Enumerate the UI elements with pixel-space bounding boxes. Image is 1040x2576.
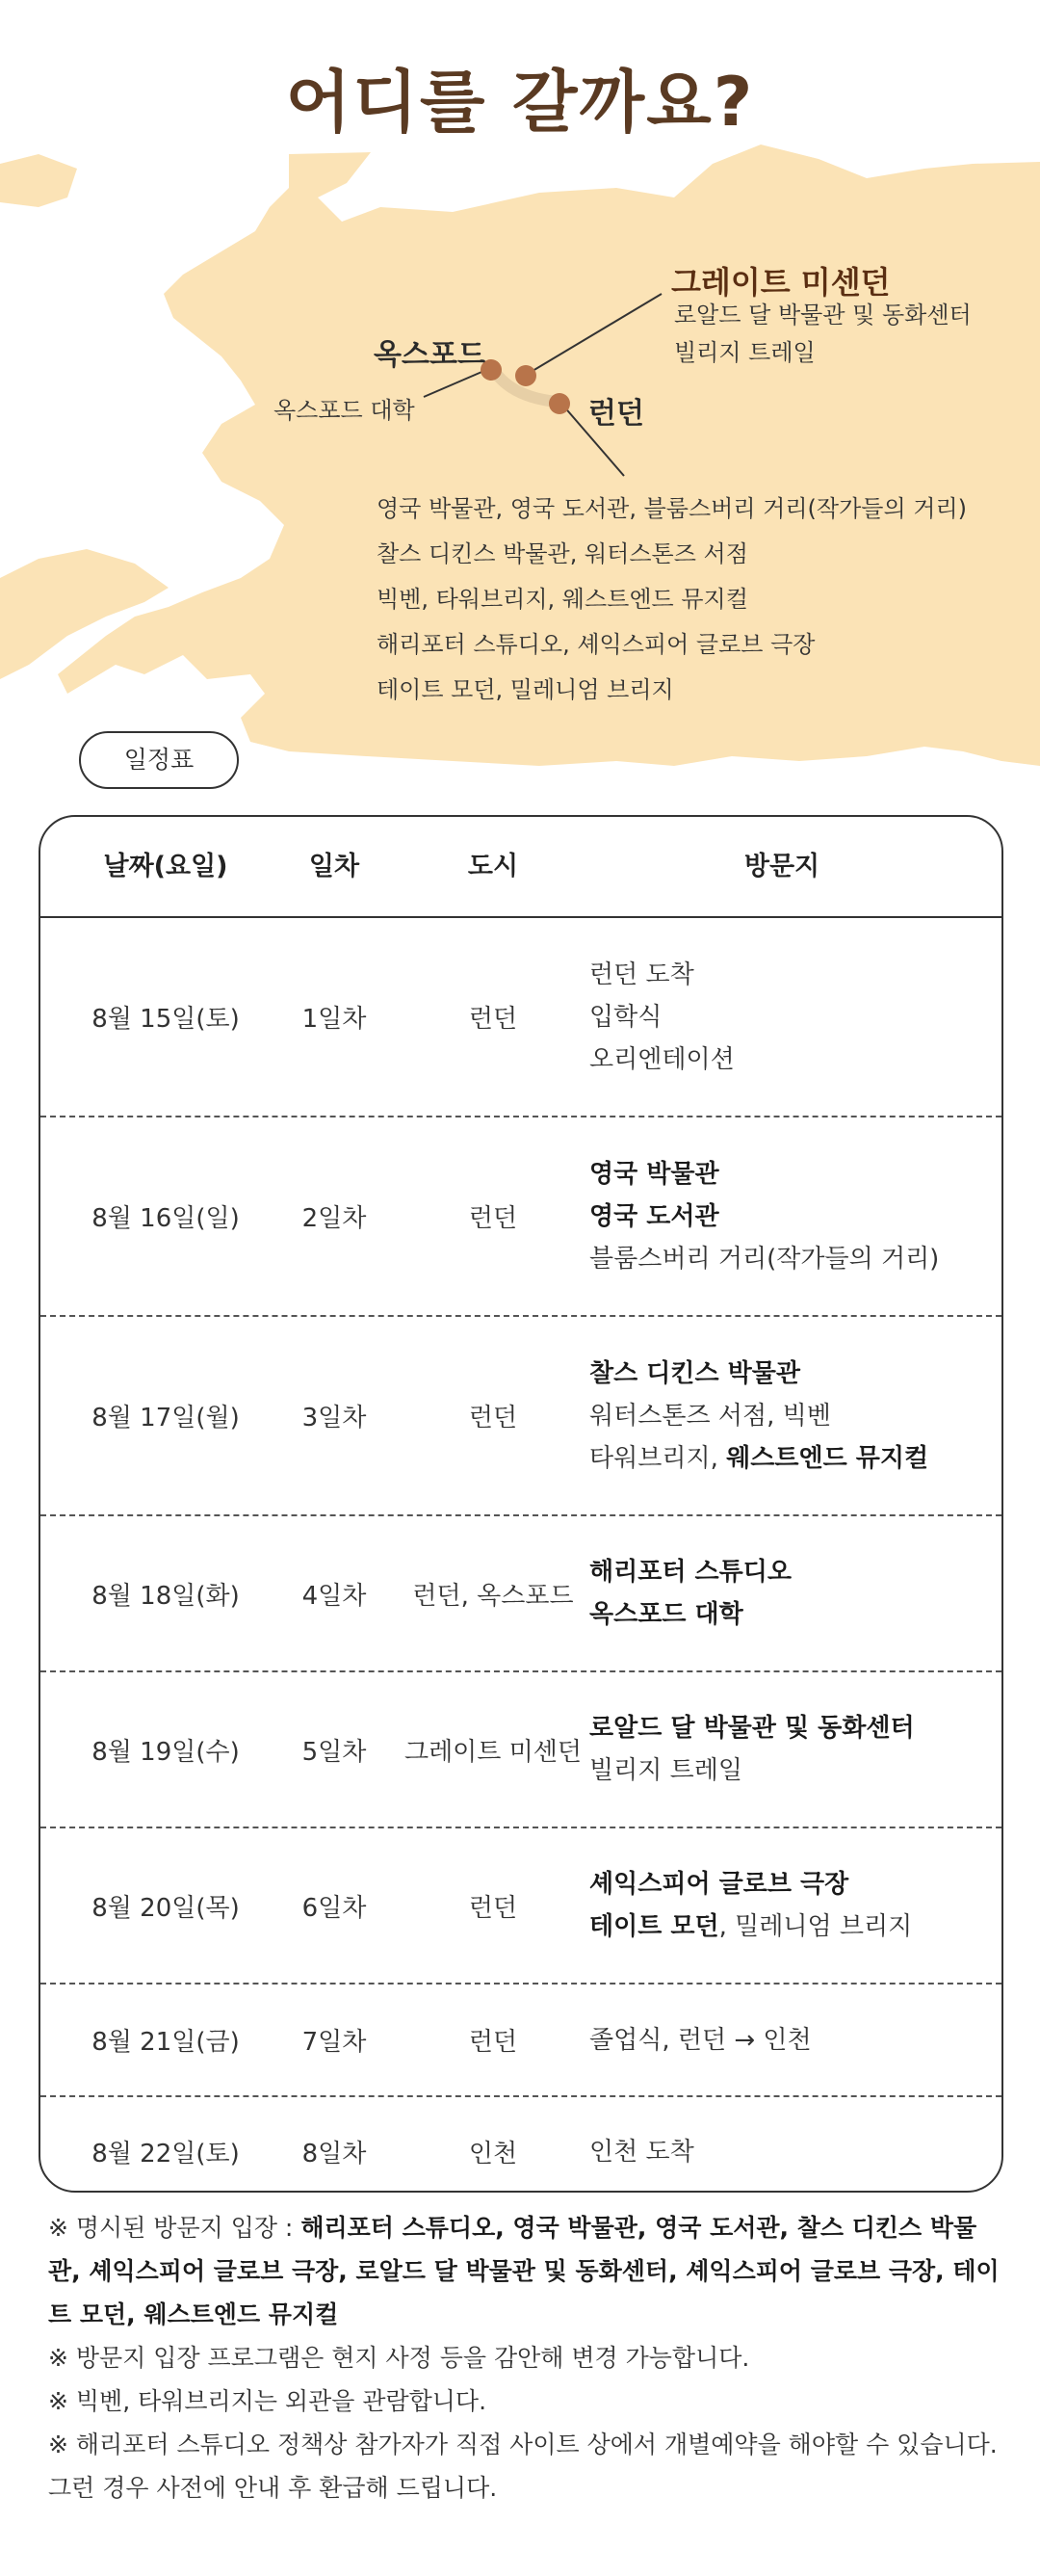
note-change: ※ 방문지 입장 프로그램은 현지 사정 등을 감안해 변경 가능합니다.: [48, 2344, 750, 2372]
note-admission-list: 해리포터 스튜디오, 영국 박물관, 영국 도서관, 찰스 디킨스 박물관, 셰익스피어 글로브 극장, 로알드 달 박물관 및 동화센터, 셰익스피어 글로브 극장, 테이트 모던, 웨스트엔드 뮤지컬: [48, 2214, 1000, 2328]
map-gm-line-2: 빌리지 트레일: [674, 339, 816, 366]
table-row: [40, 918, 1001, 1117]
notes: [48, 2206, 1001, 2510]
visit-text: 해리포터 스튜디오: [589, 1558, 792, 1587]
visit-line: [589, 1863, 992, 1906]
cell-day: 6일차: [301, 1893, 367, 1923]
table-row: [40, 1828, 1001, 1985]
cell-city: 그레이트 미센던: [403, 1737, 583, 1767]
table-row: [40, 2097, 1001, 2193]
visit-text: 웨스트엔드 뮤지컬: [726, 1443, 929, 1473]
map-london-line-1: 영국 박물관, 영국 도서관, 블룸스버리 거리(작가들의 거리): [377, 495, 967, 522]
table-row: [40, 1516, 1001, 1672]
cell-day: 7일차: [301, 2028, 367, 2057]
cell-city: 런던: [468, 2028, 518, 2057]
page-title: 어디를 갈까요?: [285, 63, 755, 142]
cell-day: 2일차: [301, 1204, 367, 1233]
visit-text: 영국 도서관: [589, 1201, 719, 1231]
note-admission: [48, 2206, 1001, 2336]
visit-text: 런던 도착: [589, 959, 694, 989]
visit-line: [589, 1038, 992, 1081]
table-body: [40, 918, 1001, 2193]
visit-text: , 밀레니엄 브리지: [718, 1912, 913, 1941]
note-reservation: ※ 해리포터 스튜디오 정책상 참가자가 직접 사이트 상에서 개별예약을 해야할 수 있습니다. 그런 경우 사전에 안내 후 환급해 드립니다.: [48, 2431, 998, 2502]
visit-text: 셰익스피어 글로브 극장: [589, 1870, 849, 1899]
header-date: 날짜(요일): [103, 852, 228, 881]
map-gm-line-1: 로알드 달 박물관 및 동화센터: [674, 302, 972, 329]
visit-text: 입학식: [589, 1002, 663, 1032]
cell-city: 런던: [468, 1893, 518, 1923]
visit-line: [589, 954, 992, 996]
cell-date: 8월 18일(화): [91, 1581, 240, 1611]
visit-text: 졸업식, 런던 → 인천: [589, 2025, 812, 2055]
map-oxford-sub: 옥스포드 대학: [273, 397, 415, 424]
note-exterior: ※ 빅벤, 타워브리지는 외관을 관람합니다.: [48, 2387, 487, 2415]
map-london-line-2: 찰스 디킨스 박물관, 워터스톤즈 서점: [377, 540, 748, 567]
visit-line: [589, 1437, 992, 1480]
visit-text: 옥스포드 대학: [589, 1600, 743, 1629]
cell-date: 8월 22일(토): [91, 2140, 240, 2169]
visit-line: [589, 2019, 992, 2062]
map-land-main: [58, 145, 1040, 766]
cell-city: 인천: [468, 2140, 518, 2169]
map-london-line-3: 빅벤, 타워브리지, 웨스트엔드 뮤지컬: [377, 586, 748, 613]
schedule-table: [39, 815, 1003, 2193]
table-header: [40, 817, 1001, 918]
cell-visits: [589, 1672, 992, 1827]
visit-line: [589, 1906, 992, 1948]
cell-date: 8월 20일(목): [91, 1893, 240, 1923]
cell-visits: [589, 1117, 992, 1315]
cell-visits: [589, 1317, 992, 1514]
note-admission-prefix: ※ 명시된 방문지 입장 :: [48, 2214, 301, 2242]
cell-day: 8일차: [301, 2140, 367, 2169]
table-row: [40, 1985, 1001, 2097]
map-london-line-5: 테이트 모던, 밀레니엄 브리지: [377, 676, 674, 703]
header-visits: 방문지: [743, 852, 820, 881]
cell-day: 5일차: [301, 1737, 367, 1767]
visit-line: [589, 1593, 992, 1636]
map-label-london: 런던: [588, 397, 644, 431]
cell-visits: [589, 1985, 992, 2095]
visit-line: [589, 1749, 992, 1792]
visit-line: [589, 1551, 992, 1593]
cell-day: 4일차: [301, 1581, 367, 1611]
cell-date: 8월 19일(수): [91, 1737, 240, 1767]
visit-line: [589, 1353, 992, 1395]
cell-day: 1일차: [301, 1005, 367, 1034]
cell-date: 8월 21일(금): [91, 2028, 240, 2057]
cell-visits: [589, 918, 992, 1116]
table-row: [40, 1317, 1001, 1516]
visit-line: [589, 996, 992, 1038]
header-day: 일차: [308, 852, 360, 881]
visit-text: 영국 박물관: [589, 1159, 719, 1189]
visit-line: [589, 1395, 992, 1437]
visit-line: [589, 1153, 992, 1196]
cell-visits: [589, 1516, 992, 1670]
map-london-line-4: 해리포터 스튜디오, 셰익스피어 글로브 극장: [377, 631, 816, 658]
schedule-label: 일정표: [79, 731, 239, 789]
visit-text: 워터스톤즈 서점, 빅벤: [589, 1401, 831, 1431]
map-land-north: [0, 154, 77, 207]
cell-city: 런던: [468, 1005, 518, 1034]
cell-date: 8월 15일(토): [91, 1005, 240, 1034]
map-dot-great-missenden: [515, 365, 536, 386]
visit-text: 인천 도착: [589, 2137, 694, 2167]
map-dot-london: [549, 393, 570, 414]
cell-city: 런던, 옥스포드: [412, 1581, 574, 1611]
visit-text: 로알드 달 박물관 및 동화센터: [589, 1714, 915, 1743]
cell-date: 8월 17일(월): [91, 1404, 240, 1433]
visit-text: 오리엔테이션: [589, 1044, 735, 1074]
visit-text: 테이트 모던: [589, 1912, 719, 1941]
visit-line: [589, 1238, 992, 1280]
map-label-great-missenden: 그레이트 미센던: [671, 264, 891, 301]
cell-city: 런던: [468, 1404, 518, 1433]
visit-line: [589, 1196, 992, 1238]
map-label-oxford: 옥스포드: [374, 338, 485, 372]
cell-visits: [589, 1828, 992, 1983]
visit-text: 블룸스버리 거리(작가들의 거리): [589, 1244, 940, 1274]
visit-text: 찰스 디킨스 박물관: [589, 1358, 801, 1388]
table-row: [40, 1117, 1001, 1317]
visit-text: 타워브리지,: [589, 1443, 727, 1473]
header-city: 도시: [467, 852, 519, 881]
cell-city: 런던: [468, 1204, 518, 1233]
visit-line: [589, 1707, 992, 1749]
cell-visits: [589, 2097, 992, 2193]
cell-date: 8월 16일(일): [91, 1204, 240, 1233]
cell-day: 3일차: [301, 1404, 367, 1433]
table-row: [40, 1672, 1001, 1828]
visit-text: 빌리지 트레일: [589, 1756, 742, 1785]
visit-line: [589, 2131, 992, 2173]
